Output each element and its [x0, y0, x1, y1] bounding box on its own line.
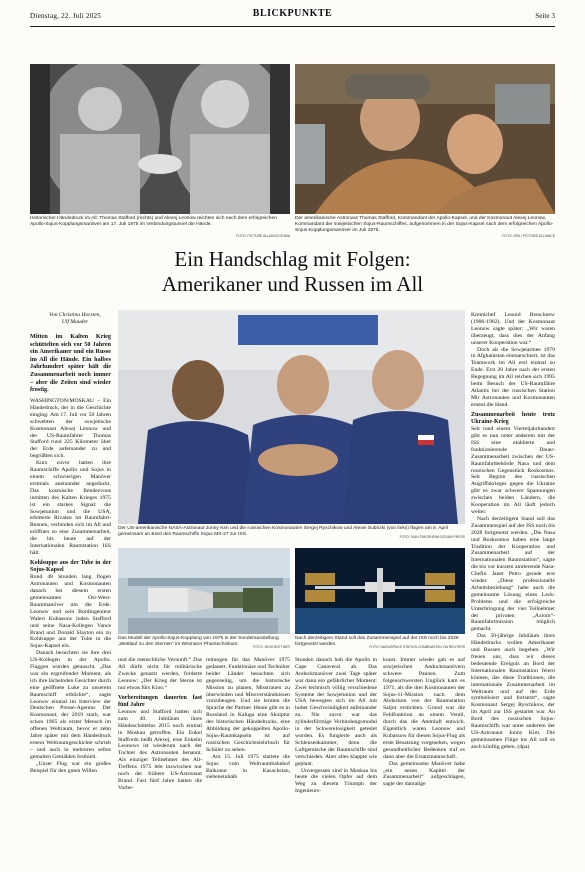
paragraph: Rund 48 Stunden lang flogen Astronauten und Kosmonauten danach bei diesem ersten gemeinsamen Ost-West-Raummanöver um die Erde. Leonow und sein Bordingenieur Waleri Kubassow luden Stafford und seine Nasa-Kollegen Vance Brand und Donald Slayton ein zu Kohlsuppe aus der Tube in die Sojus-Kapsel ein. — [30, 574, 111, 650]
article-headline — [30, 247, 555, 297]
article-column-2 — [118, 657, 202, 862]
paragraph: Danach besuchten sie ihre drei US-Kollegen in der Apollo. Flaggen wurden getauscht. „Das war ein ergreifender Moment, als ich ihre lächelnden Gesichter durch eine geöffnete Luke zu unserem Raumschiff erblickte“, sagte Leonow einmal im Interview der Deutschen Presse-Agentur. Der Kosmonaut, der 2019 starb, war schon 1965 als erster Mensch im offenen Weltraum, bevor er zehn Jahre später mit dem Händedruck erneut Weltraumgeschichte schrieb – und auch in mehreren selbst gemalten Gemälden festhielt. — [30, 650, 111, 760]
paragraph: Doch als die Sowjetarmee 1979 in Afghanistan einmarschiert, ist das Teamwork im All erst einmal zu Ende. Erst 20 Jahre nach der ersten Begegnung im All reichen sich 1995 beim Besuch der US-Raumfähre Atlantis bei der russischen Station Mir Astronauten und Kosmonauten erneut die Hand. — [471, 346, 555, 408]
photo-iss — [295, 548, 465, 634]
article-lead: Mitten im Kalten Krieg schüttelten sich vor 50 Jahren ein Amerikaner und ein Russe im All die Hände. Ein halbes Jahrhundert später hält die Zusammenarbeit noch immer – aber die Zeiten sind wieder frostig. — [30, 333, 111, 394]
paragraph: Nach derzeitigem Stand soll das Zusammenspiel auf der ISS noch bis 2028 fortgesetzt werden. „Die Nasa und Roskosmos haben eine lange Tradition der Kooperation und Zusammenarbeit auf der Internationalen Raumstation“, sagte die bis vor kurzem amtierende Nasa-Chefin Janet Petro gerade erst wieder. „Diese professionelle Arbeitsbeziehung“ habe auch die gemeinsame Lösung eines Leck-Problems und die erfolgreiche Unterbringung der vier Teilnehmer der privaten „Axiom“-Raumfahrtmission möglich gemacht. — [471, 515, 555, 633]
paragraph: Unvergessen sind in Moskau bis heute die vielen Opfer auf dem Weg zu diesem Triumph der Ingenieurs- — [295, 767, 377, 795]
issue-date: Dienstag, 22. Juli 2025 — [30, 12, 102, 20]
subheading: Vorbereitungen dauerten fast fünf Jahre — [118, 694, 202, 708]
paragraph: und die menschliche Vernunft.“ Das All dürfe nicht für militärische Zwecke genutzt werden, forderte Leonow: „Der Krieg der Sterne ist nur etwas fürs Kino.“ — [118, 657, 202, 691]
header-rule — [30, 26, 555, 27]
article-column-4 — [295, 657, 377, 862]
paragraph: kunst. Immer wieder gab es auf sowjetischen Andockmanövern schwere Pannen. Zum folgenschwersten Unglück kam es 1971, als die drei Kosmonauten der Sojus-11-Mission nach dem Abdocken von der Raumstation Saljut erstickten. Grund war die Fehlfunktion an einem Ventil, durch das die Atemluft entwich. Eigentlich waren Leonow und Kubassow für diesen Sojus-Flug als erste Besatzung vorgesehen, wegen gesundheitlicher Bedenken traf es dann aber die Ersatzmannschaft. — [383, 657, 465, 760]
paragraph: Leonow und Stafford hatten sich zum 40. Jubiläum ihres Händeschüttelns 2015 noch einmal in Moskau getroffen. Ein Enkel Staffords heißt Alexej, eine Enkelin Leonows ist wiederum nach der Tochter des Astronauten benannt. Als einziger Teilnehmer des All-Treffens 1975 lebt inzwischen nur noch der frühere US-Astronaut Brand. Fast fünf Jahre hatten die Vorbe- — [118, 708, 202, 791]
photo-handshake-historic — [30, 64, 290, 214]
page-header — [0, 0, 585, 40]
article-column-3 — [206, 657, 290, 862]
section-title: BLICKPUNKTE — [252, 8, 333, 19]
paragraph: WASHINGTON/MOSKAU – Ein Händedruck, der in die Geschichte einging: Am 17. Juli vor 50 Jahren schwebten der sowjetische Kosmonaut Alexej Leonow und der US-Raumfahrer Thomas Stafford rund 225 Kilometer über der Erde aufeinander zu und begrüßten sich. — [30, 398, 111, 460]
paragraph: Das 50-jährige Jubiläum ihres Händedrucks wollen Amerikaner und Russen auch begehen. „Wir freuen uns, dass wir dieses bedeutende Ereignis an Bord der Internationalen Raumstation feiern können, das diese Traditionen, die internationale Zusammenarbeit im Weltraum und auf der Erde symbolisiert und fortsetzt“, sagte Kosmonaut Sergej Ryschikow, der im April zur ISS gestartet war. An Bord des russischen Sojus-Raumschiffs war unter anderem der US-Astronaut Jonny Kim. Die gemeinsamen Flüge ins All soll es auch künftig geben. (dpa) — [471, 633, 555, 750]
headline-line-2: Amerikaner und Russen im All — [161, 272, 424, 296]
caption-top-left: Historischer Händedruck im All: Thomas Stafford (rechts) und Alexej Leonow reichten sich nach dem erfolgreichen Apollo-Sojus-Kopplungsmanöver am 17. Juli 1975 im Verbindungstunnel die Hände. — [30, 216, 277, 227]
paragraph: reitungen für das Manöver 1975 gedauert. Funktionäre und Techniker beider Länder besuchten sich gegenseitig, um die historische Mission zu planen, Misstrauen zu überwinden und Missverständnissen vorzubeugen. Und sie lernten die Sprache der Partner. Heute gibt es in Russland in Kaluga eine Skulptur des historischen Händedrucks, eine Abbildung der gekoppelten Apollo-Sojus-Raumkapseln ist auf russischen Geschichtslehrbuch für Schüler zu sehen. — [206, 657, 290, 753]
article-column-5 — [383, 657, 465, 862]
caption-bottom-right: Nach derzeitigem Stand soll das Zusammenspiel auf der ISS noch bis 2028 fortgesetzt werden. — [295, 636, 459, 647]
credit-bottom-right: FOTO: NASA/SPACE STATION COMBINATION VIA REUTERS — [369, 645, 465, 649]
paragraph: Stunden danach hob die Apollo in Cape Canaveral ab. Das Andockmanöver zwei Tage später war dann ein gefährlicher Moment: Zwei technisch völlig verschiedene Systeme der Sowjetunion und der USA bewegten sich im All mit hoher Geschwindigkeit aufeinander zu. Nie zuvor war das zylinderförmige Verbindungsmodul in der Schwerelosigkeit getestet worden. Es fungierte auch als Schleusenkammer, denn die Luftgemische der Raumschiffe sind verschieden. Aber alles klappte wie geplant. — [295, 657, 377, 767]
credit-top-right: FOTO: DPA / PICTURE ALLIANCE — [502, 234, 555, 238]
paragraph: Seit rund einem Vierteljahrhundert gibt es nun unter anderem mit der ISS eine etablierte und funktionierende Dauer-Zusammenarbeit zwischen der US-Raumfahrtbehörde Nasa und dem russischen Gegenstück Roskosmos. Seit Beginn des russischen Angriffskrieges gegen die Ukraine gibt es zwar schwere Spannungen zwischen beiden Ländern, die Kooperation im All läuft jedoch weiter. — [471, 426, 555, 515]
subheading: Kohlsuppe aus der Tube in der Sojus-Kapsel — [30, 559, 111, 574]
byline-author-2: Ulf Mauder — [61, 319, 89, 325]
credit-center: FOTO: IVAN TIMOSHENKO/ZUMA PRESS — [399, 535, 465, 539]
page-number: Seite 3 — [535, 12, 555, 20]
paragraph: Am 15. Juli 1975 startete die Sojus vom Weltraumbahnhof Baikonur in Kasachstan, siebeneinhalb — [206, 753, 290, 781]
photo-apollo-soyuz-model — [118, 548, 290, 634]
subheading: Zusammenarbeit heute trotz Ukraine-Krieg — [471, 411, 555, 425]
credit-top-left: FOTO: PICTURE ALLIANCE/ZUMA — [236, 234, 290, 238]
paragraph: Kremlchef Leonid Breschnew (1906-1982). Und der Kosmonaut Leonow sagte später: „Wir waren überzeugt, dass dies der Anfang unserer Kooperation war.“ — [471, 312, 555, 346]
photo-soyuz-crew — [118, 310, 465, 524]
paragraph: Das gemeinsame Manöver habe „ein neues Kapitel der Zusammenarbeit“ aufgeschlagen, sagte der damalige — [383, 760, 465, 788]
caption-center: Der US-amerikanische NASA-Astronaut Jonny Kim und die russischen Kosmonauten Sergej Ryschikow und Alexei Subrizki (von links) flogen am 8. April gemeinsam an Bord des Raumschiffs Sojus MS-27 zur ISS. — [118, 526, 448, 537]
credit-bottom-left: FOTO: JENS BÜTTNER — [253, 645, 290, 649]
photo-stafford-leonow-capsule — [295, 64, 555, 214]
article-column-6 — [471, 312, 555, 862]
caption-top-right: Der amerikanische Astronaut Thomas Stafford, Kommandant der Apollo-Kapsel, und der Kosmonaut Alexej Leonow, Kommandant der sowjetischen Sojus-Raumschiffes, aufgenommen in der Sojus-Kapsel nach dem erfolgreichen Apollo-Sojus-Kopplungsmanöver im Juli 1975. — [295, 216, 554, 233]
paragraph: „Unser Flug war ein großes Beispiel für den guten Willen — [30, 760, 111, 774]
headline-line-1: Ein Handschlag mit Folgen: — [174, 247, 411, 271]
byline — [40, 312, 110, 326]
paragraph: Kurz zuvor hatten ihre Raumschiffe Apollo und Sojus in einem schwierigen Manöver erstmals aneinander angedockt. Das kosmische Rendezvous inmitten des Kalten Krieges 1975 ist ein starkes Signal: die Sowjetunion und die USA, erbitterte Rivalen im Raumfahrt-Rennen, verbinden sich im All und eröffnen so eine Zusammenarbeit, die bis heute auf der Internationalen Raumstation ISS hält. — [30, 460, 111, 556]
caption-bottom-left: Das Modell der Apollo-Sojus-Kopplung von 1975 in der Sonderausstellung „Wettlauf zu den Sternen“ im Wismarer Phantechnikum. — [118, 636, 279, 647]
article-column-1 — [30, 398, 111, 858]
byline-author-1: Von Christina Horsten, — [49, 312, 101, 318]
